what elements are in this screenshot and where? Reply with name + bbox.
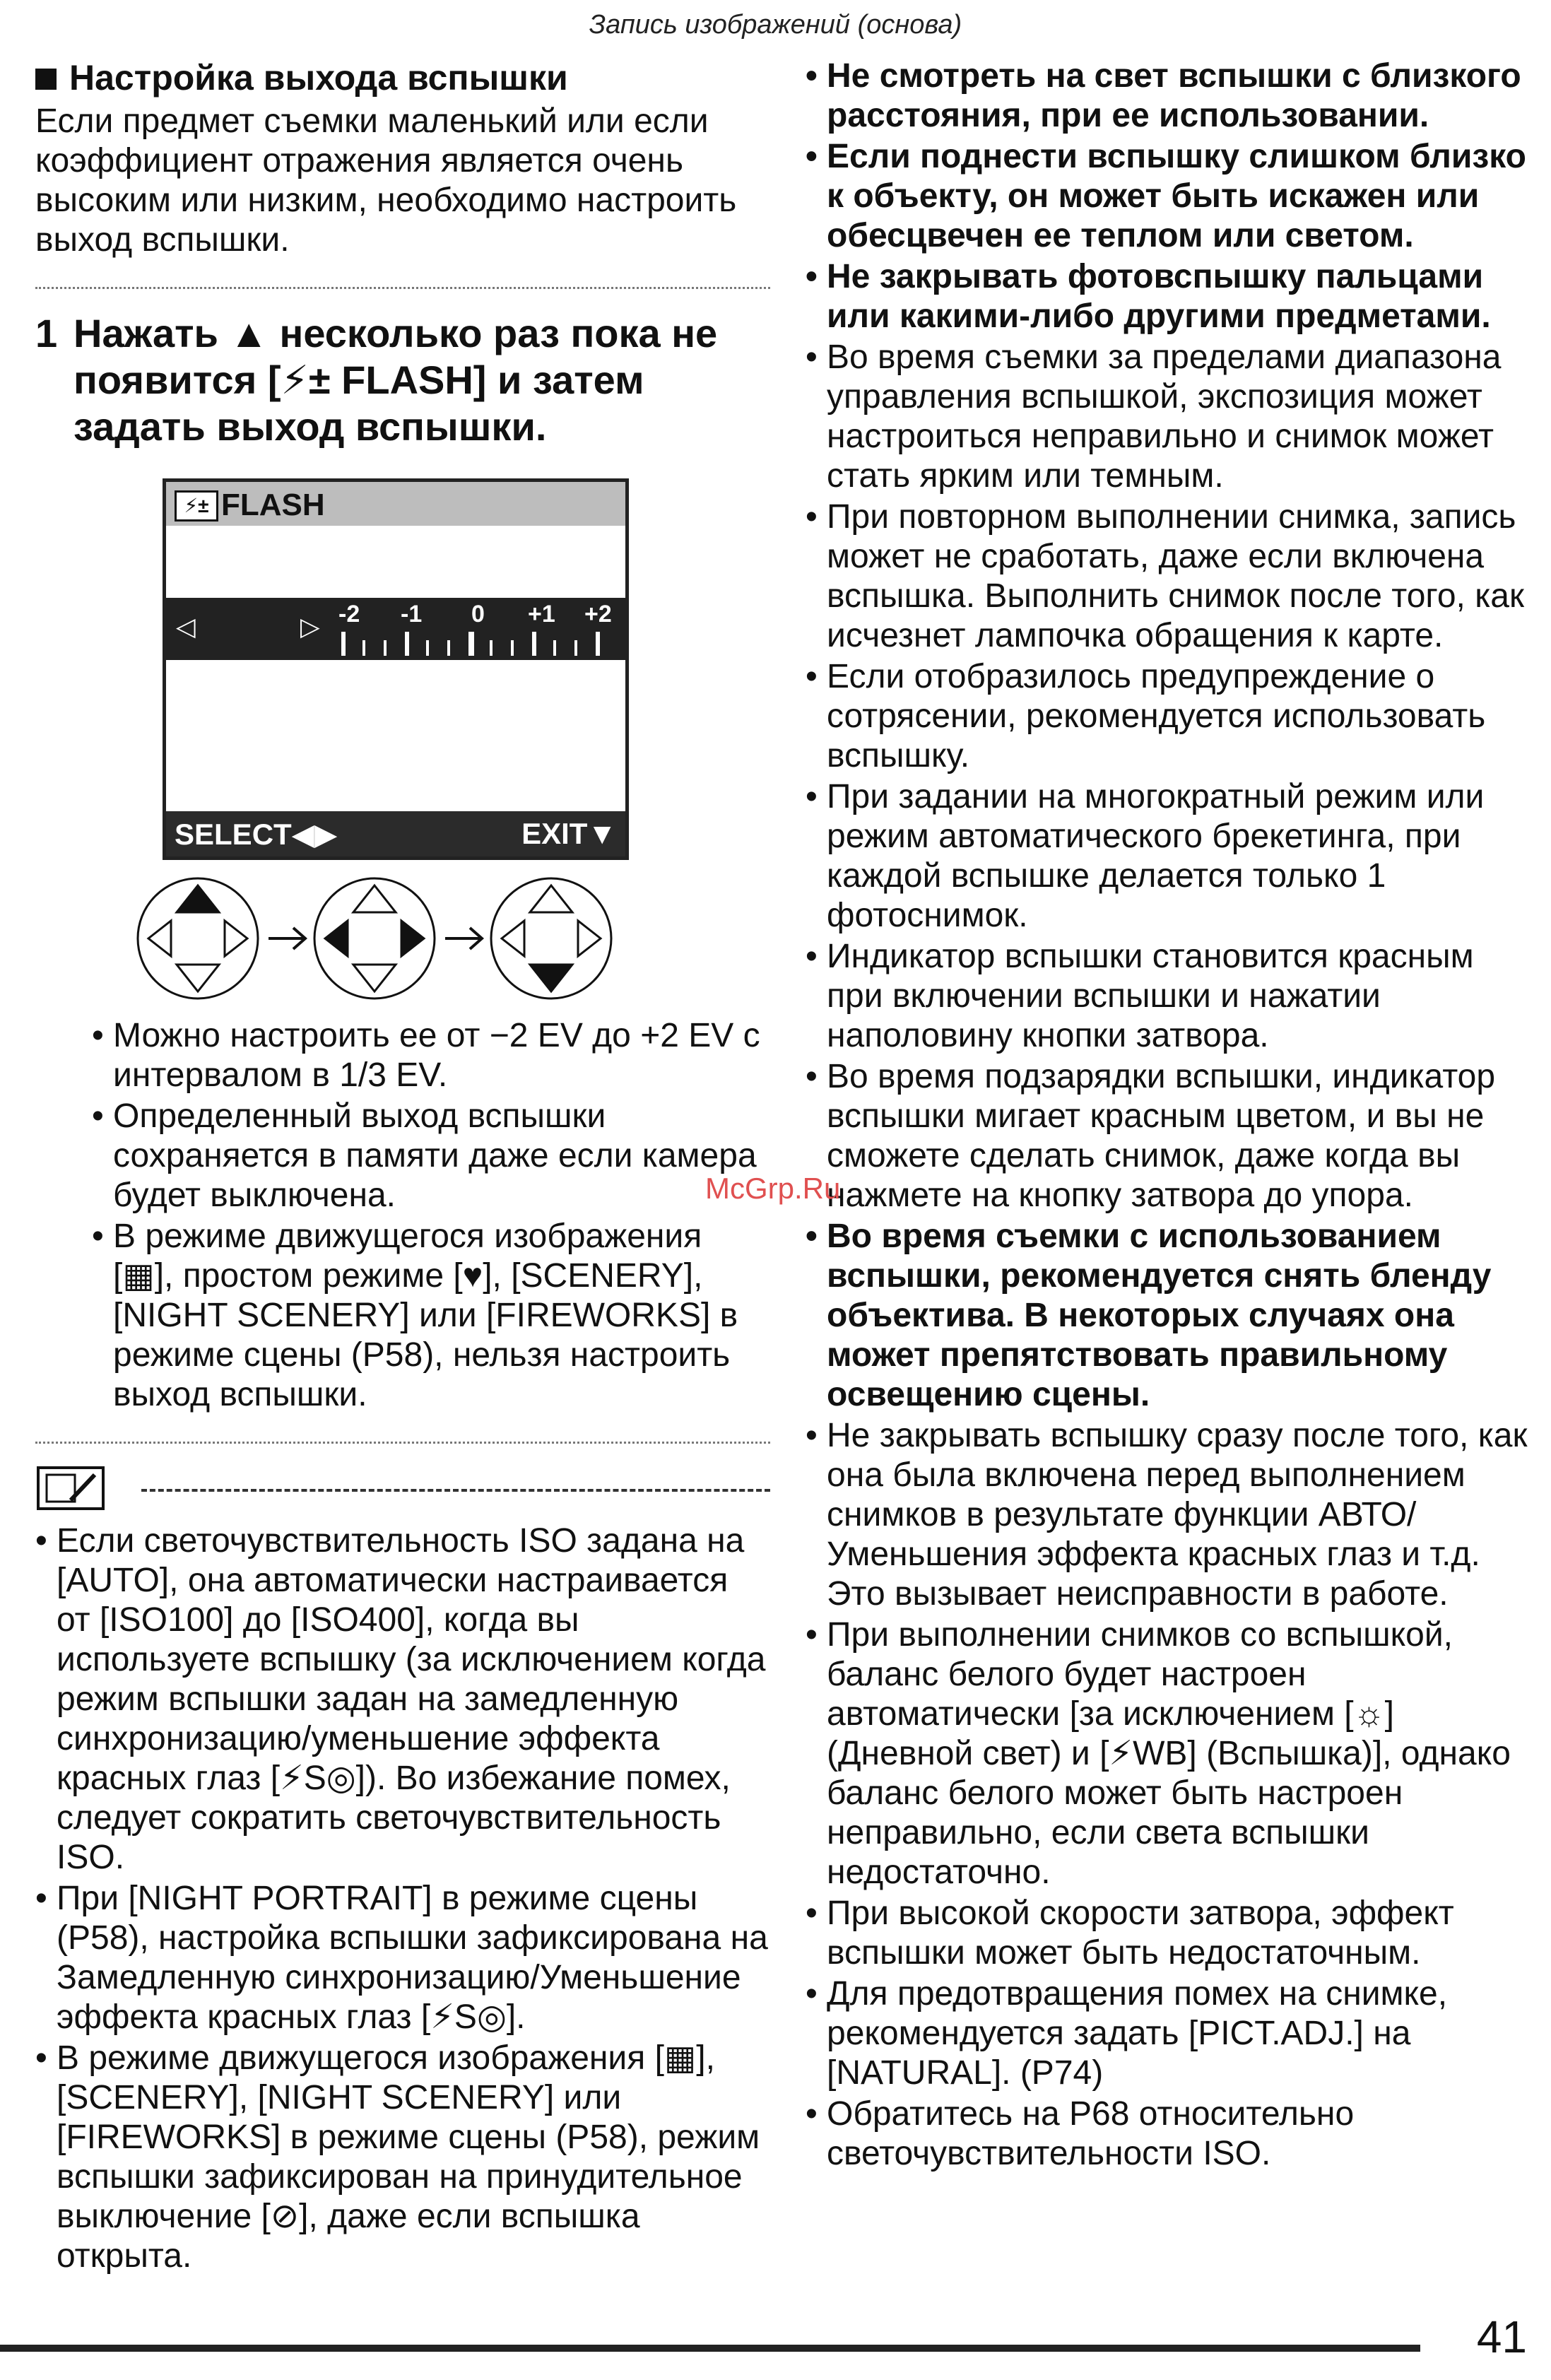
list-item: • При выполнении снимков со вспышкой, баланс белого будет настроен автоматически [за исключением [☼] (Дневной свет) и [⚡WB] (Вспышка)], однако баланс белого может быть настроен неправильно, если света вспышки недостаточно. bbox=[806, 1615, 1533, 1892]
lcd-bottom-bar bbox=[166, 811, 625, 856]
flash-adjust-icon: ⚡± bbox=[175, 490, 218, 522]
list-item: • В режиме движущегося изображения [▦], [SCENERY], [NIGHT SCENERY] или [FIREWORKS] в режиме сцены (P58), режим вспышки зафиксирован на принудительное выключение [⊘], даже если вспышка открыта. bbox=[35, 2039, 770, 2276]
bottom-rule bbox=[0, 2345, 1420, 2352]
ev-label: +2 bbox=[584, 601, 612, 628]
list-item: • Не закрывать фотовспышку пальцами или какими-либо другими предметами. bbox=[806, 257, 1533, 336]
list-item: • В режиме движущегося изображения [▦], простом режиме [♥], [SCENERY], [NIGHT SCENERY] или [FIREWORKS] в режиме сцены (P58), нельзя настроить выход вспышки. bbox=[92, 1217, 770, 1415]
right-notes bbox=[806, 57, 1533, 2174]
ev-label: -1 bbox=[401, 601, 423, 628]
exit-label: EXIT▼ bbox=[521, 817, 617, 850]
list-item: • Определенный выход вспышки сохраняется в памяти даже если камера будет выключена. bbox=[92, 1097, 770, 1215]
list-item: • Для предотвращения помех на снимке, рекомендуется задать [PICT.ADJ.] на [NATURAL]. (P74) bbox=[806, 1974, 1533, 2093]
ev-label: -2 bbox=[338, 601, 360, 628]
divider bbox=[35, 1442, 770, 1444]
page-number: 41 bbox=[1476, 2311, 1527, 2362]
camera-lcd-screen bbox=[163, 478, 629, 860]
intro-paragraph: Если предмет съемки маленький или если коэффициент отражения является очень высоким или низким, необходимо настроить выход вспышки. bbox=[35, 102, 737, 259]
list-item: • Во время съемки с использованием вспышки, рекомендуется снять бленду объектива. В некоторых случаях она может препятствовать правильному освещению сцены. bbox=[806, 1217, 1533, 1415]
list-item: • При повторном выполнении снимка, запись может не сработать, даже если включена вспышка. Выполнить снимок после того, как исчезнет лампочка обращения к карте. bbox=[806, 497, 1533, 656]
section-title: Настройка выхода вспышки bbox=[35, 57, 770, 99]
square-bullet-icon bbox=[35, 69, 57, 90]
list-item: • Если поднести вспышку слишком близко к объекту, он может быть искажен или обесцвечен ее теплом или светом. bbox=[806, 137, 1533, 256]
step-text: Нажать ▲ несколько раз пока не появится [⚡± FLASH] и затем задать выход вспышки. bbox=[73, 311, 718, 449]
memo-section bbox=[35, 1465, 770, 2276]
list-item: • Не смотреть на свет вспышки с близкого расстояния, при ее использовании. bbox=[806, 57, 1533, 136]
select-label: SELECT◀▶ bbox=[175, 818, 338, 851]
list-item: • Если отобразилось предупреждение о сотрясении, рекомендуется использовать вспышку. bbox=[806, 657, 1533, 776]
memo-notes bbox=[35, 1521, 770, 2276]
watermark: McGrp.Ru bbox=[705, 1172, 841, 1205]
ev-label: +1 bbox=[528, 601, 555, 628]
dpad-down-icon bbox=[491, 878, 611, 998]
list-item: • Во время съемки за пределами диапазона управления вспышкой, экспозиция может настроиться неправильно и снимок может стать ярким или темным. bbox=[806, 338, 1533, 496]
memo-note-icon bbox=[35, 1465, 106, 1512]
ev-scale-labels bbox=[338, 601, 621, 629]
list-item: • Не закрывать вспышку сразу после того, как она была включена перед выполнением снимков в результате функции АВТО/Уменьшения эффекта красных глаз и т.д. Это вызывает неисправности в работе. bbox=[806, 1416, 1533, 1614]
left-column bbox=[35, 57, 770, 2278]
step-notes bbox=[92, 1016, 770, 1415]
list-item: • При высокой скорости затвора, эффект вспышки может быть недостаточным. bbox=[806, 1894, 1533, 1973]
divider bbox=[35, 287, 770, 289]
step-number: 1 bbox=[35, 311, 58, 355]
dpad-left-right-icon bbox=[314, 878, 435, 998]
right-column bbox=[806, 57, 1533, 2175]
list-item: • Во время подзарядки вспышки, индикатор вспышки мигает красным цветом, и вы не сможете сделать снимок, даже когда вы нажмете на кнопку затвора до упора. bbox=[806, 1057, 1533, 1215]
list-item: • Если светочувствительность ISO задана на [AUTO], она автоматически настраивается от [ISO100] до [ISO400], когда вы используете вспышку (за исключением когда режим вспышки задан на замедленную синхронизацию/уменьшение эффекта красных глаз [⚡S◎]). Во избежание помех, следует сократить светочувствительность ISO. bbox=[35, 1521, 770, 1878]
arrow-right-icon bbox=[445, 928, 482, 949]
dpad-up-icon bbox=[138, 878, 258, 998]
left-arrow-icon: ◁ bbox=[176, 612, 196, 641]
right-arrow-icon: ▷ bbox=[300, 612, 320, 641]
memo-dashed-line bbox=[141, 1489, 770, 1492]
step-1 bbox=[35, 310, 770, 450]
page-header: Запись изображений (основа) bbox=[589, 10, 962, 40]
list-item: • Индикатор вспышки становится красным при включении вспышки и нажатии наполовину кнопки затвора. bbox=[806, 937, 1533, 1056]
list-item: • Обратитесь на P68 относительно светочувствительности ISO. bbox=[806, 2095, 1533, 2174]
list-item: • При [NIGHT PORTRAIT] в режиме сцены (P58), настройка вспышки зафиксирована на Замедленную синхронизацию/Уменьшение эффекта красных глаз [⚡S◎]. bbox=[35, 1879, 770, 2037]
ev-label: 0 bbox=[471, 601, 485, 628]
ev-scale-ticks bbox=[340, 632, 623, 656]
lcd-title: FLASH bbox=[221, 488, 325, 522]
lcd-title-bar bbox=[166, 482, 625, 526]
list-item: • Можно настроить ее от −2 EV до +2 EV с интервалом в 1/3 EV. bbox=[92, 1016, 770, 1095]
arrow-right-icon bbox=[269, 928, 305, 949]
memo-header bbox=[35, 1465, 770, 1514]
dpad-sequence-diagram bbox=[134, 871, 671, 1006]
flash-level-row bbox=[166, 598, 625, 660]
list-item: • При задании на многократный режим или режим автоматического брекетинга, при каждой вспышке делается только 1 фотоснимок. bbox=[806, 777, 1533, 936]
